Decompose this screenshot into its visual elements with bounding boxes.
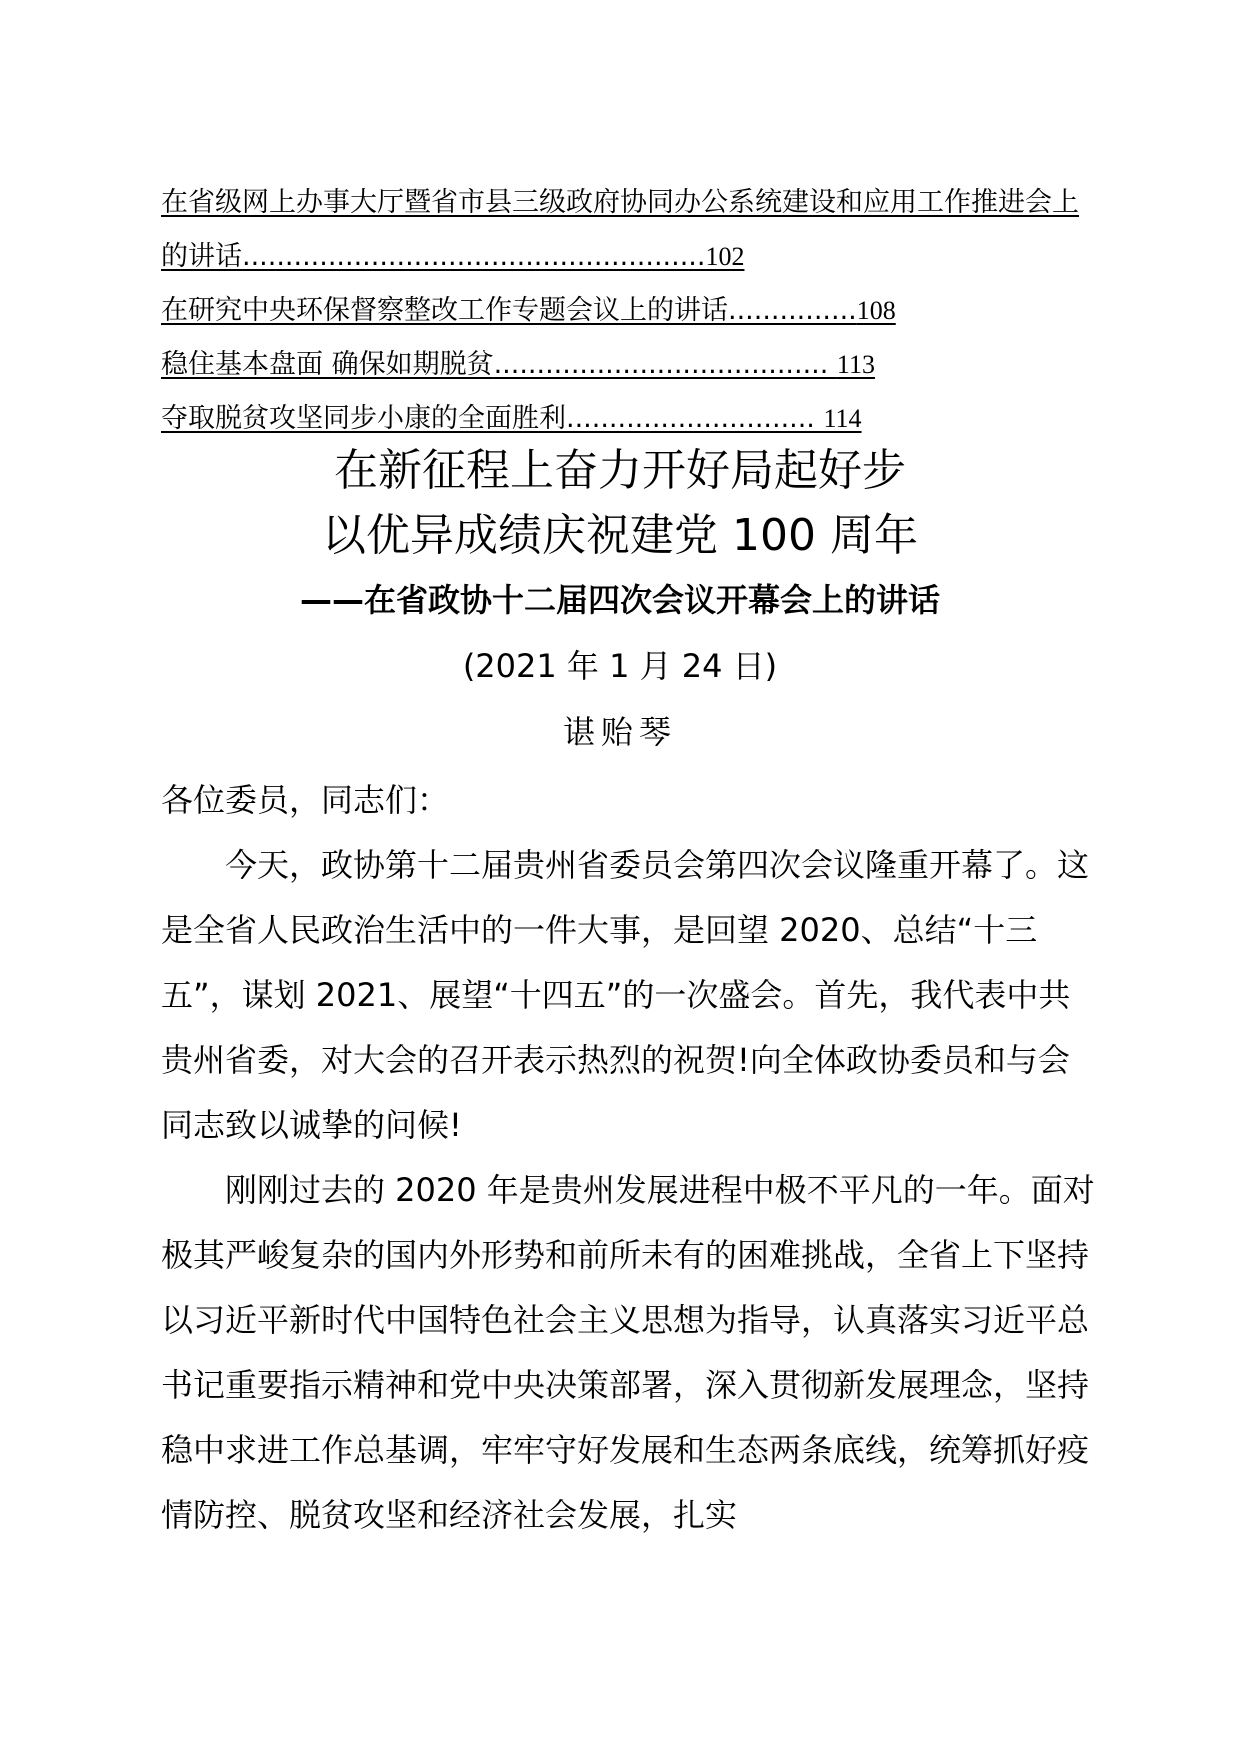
table-of-contents: [161, 176, 1101, 446]
toc-entry-title: 在省级网上办事大厅暨省市县三级政府协同办公系统建设和应用工作推进会上的讲话: [161, 187, 1079, 272]
toc-entry-title: 夺取脱贫攻坚同步小康的全面胜利: [161, 403, 566, 434]
article-title-line-2: 以优异成绩庆祝建党 100 周年: [322, 510, 918, 561]
toc-entry-page: 102: [705, 242, 745, 271]
toc-entry-leader: ......................................................: [242, 241, 706, 272]
toc-entry-3[interactable]: [161, 338, 1101, 392]
toc-entry-1[interactable]: [161, 176, 1101, 284]
toc-entry-title: 在研究中央环保督察整改工作专题会议上的讲话: [161, 295, 728, 326]
article-title-line-1: 在新征程上奋力开好局起好步: [334, 445, 906, 496]
article-date: (2021 年 1 月 24 日): [462, 647, 778, 685]
toc-entry-title: 稳住基本盘面 确保如期脱贫: [161, 349, 494, 380]
toc-entry-2[interactable]: [161, 284, 1101, 338]
paragraph-2: 刚刚过去的 2020 年是贵州发展进程中极不平凡的一年。面对极其严峻复杂的国内外形势和前所未有的困难挑战，全省上下坚持以习近平新时代中国特色社会主义思想为指导，认真落实习近平总书记重要指示精神和党中央决策部署，深入贯彻新发展理念，坚持稳中求进工作总基调，牢牢守好发展和生态两条底线，统筹抓好疫情防控、脱贫攻坚和经济社会发展，扎实: [161, 1171, 1095, 1534]
article-body: [161, 768, 1096, 1548]
toc-entry-leader: .......................................: [493, 349, 837, 380]
toc-entry-page: 114: [823, 404, 862, 433]
toc-entry-leader: .............................: [566, 403, 824, 434]
toc-entry-4[interactable]: [161, 392, 1101, 446]
article-author: 谌贻琴: [562, 713, 677, 751]
paragraph-1: 今天，政协第十二届贵州省委员会第四次会议隆重开幕了。这是全省人民政治生活中的一件大事，是回望 2020、总结“十三五”，谋划 2021、展望“十四五”的一次盛会。首先，我代表中共贵州省委，对大会的召开表示热烈的祝贺!向全体政协委员和与会同志致以诚挚的问候!: [161, 846, 1090, 1144]
greeting: 各位委员，同志们：: [161, 781, 450, 819]
article-subtitle: ——在省政协十二届四次会议开幕会上的讲话: [299, 581, 940, 619]
toc-entry-page: 108: [856, 296, 896, 325]
toc-entry-leader: ...............: [728, 295, 857, 326]
toc-entry-page: 113: [836, 350, 875, 379]
